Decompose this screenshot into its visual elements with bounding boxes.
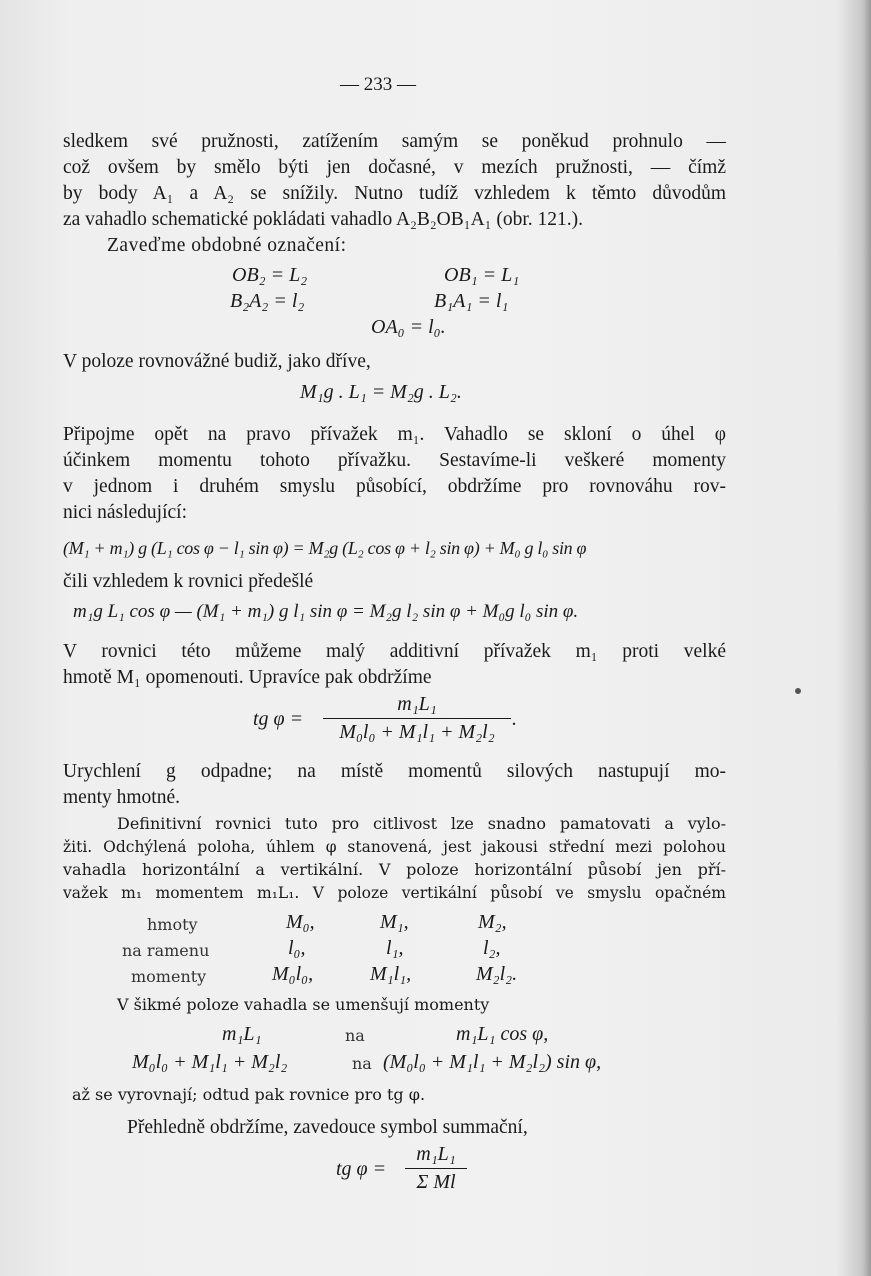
equation: B₁A₁ = l₁	[434, 290, 509, 312]
table-cell: M₀,	[286, 911, 315, 933]
text-line: menty hmotné.	[63, 787, 180, 808]
text-line: Připojme opět na pravo přívažek m₁. Vahadlo se skloní o úhel φ	[63, 424, 726, 445]
equation: (M₀l₀ + M₁l₁ + M₂l₂) sin φ,	[383, 1051, 602, 1073]
equation: B₂A₂ = l₂	[230, 290, 305, 312]
small-text-line: važek m₁ momentem m₁L₁. V poloze vertikální působí ve smyslu opačném	[63, 884, 726, 902]
text-line: za vahadlo schematické pokládati vahadlo A₂B₂OB₁A₁ (obr. 121.).	[63, 209, 583, 230]
equation-lhs: tg φ =	[336, 1158, 387, 1180]
table-cell: M₁,	[380, 911, 409, 933]
text-line: V poloze rovnovážné budiž, jako dříve,	[63, 351, 371, 372]
text-line: Urychlení g odpadne; na místě momentů silových nastupují mo-	[63, 761, 726, 782]
text-line: čili vzhledem k rovnici předešlé	[63, 571, 314, 592]
fraction	[323, 693, 511, 744]
table-cell: l₂,	[483, 937, 501, 959]
word-na: na	[345, 1026, 365, 1045]
table-cell: M₀l₀,	[272, 963, 314, 985]
fraction-numerator: m₁L₁	[416, 1143, 456, 1165]
text-line: V rovnici této můžeme malý additivní přívažek m₁ proti velké	[63, 641, 726, 662]
text-line: účinkem momentu tohoto přívažku. Sestavíme-li veškeré momenty	[63, 450, 726, 471]
small-text-line: vahadla horizontální a vertikální. V poloze horizontální působí jen pří-	[63, 860, 726, 879]
equation: m₁L₁	[222, 1023, 262, 1045]
text-line: Zaveďme obdobné označení:	[107, 235, 347, 256]
equation-lhs: tg φ =	[253, 708, 304, 730]
paper-speck	[795, 688, 801, 694]
page-number: — 233 —	[340, 74, 416, 95]
table-cell: M₂,	[478, 911, 507, 933]
table-row-label: momenty	[131, 967, 207, 986]
text-line: což ovšem by smělo býti jen dočasné, v mezích pružnosti, — čímž	[63, 157, 726, 178]
text-line: v jednom i druhém smyslu působící, obdržíme pro rovnováhu rov-	[63, 476, 726, 497]
equation: M₁g . L₁ = M₂g . L₂.	[300, 381, 462, 403]
text-line: hmotě M₁ opomenouti. Upravíce pak obdržíme	[63, 667, 432, 688]
fraction	[405, 1143, 467, 1194]
small-text-line: až se vyrovnají; odtud pak rovnice pro tg φ.	[72, 1085, 426, 1104]
fraction-denominator: M₀l₀ + M₁l₁ + M₂l₂	[323, 718, 511, 744]
text-line: nici následující:	[63, 502, 188, 523]
table-cell: M₁l₁,	[370, 963, 412, 985]
table-cell: l₀,	[288, 937, 306, 959]
fraction-numerator: m₁L₁	[397, 693, 437, 715]
small-text-line: žiti. Odchýlená poloha, úhlem φ stanovená, jest jakousi střední mezi polohou	[63, 838, 726, 856]
word-na: na	[352, 1054, 372, 1073]
table-cell: l₁,	[386, 937, 404, 959]
equation: OA₀ = l₀.	[371, 316, 446, 338]
text-line: sledkem své pružnosti, zatížením samým se poněkud prohnulo —	[63, 131, 726, 152]
equation: M₀l₀ + M₁l₁ + M₂l₂	[132, 1051, 288, 1073]
text-line: by body A₁ a A₂ se snížily. Nutno tudíž vzhledem k těmto důvodům	[63, 183, 726, 204]
text-line: Přehledně obdržíme, zavedouce symbol summační,	[127, 1117, 528, 1138]
equation: OB₁ = L₁	[444, 264, 520, 286]
equation-period: .	[512, 708, 517, 730]
equation: OB₂ = L₂	[232, 264, 308, 286]
table-cell: M₂l₂.	[476, 963, 518, 985]
equation: (M₁ + m₁) g (L₁ cos φ − l₁ sin φ) = M₂g (L₂ cos φ + l₂ sin φ) + M₀ g l₀ sin φ	[63, 538, 587, 558]
small-text-line: Definitivní rovnici tuto pro citlivost lze snadno pamatovati a vylo-	[117, 814, 726, 833]
table-row-label: na ramenu	[122, 941, 210, 960]
equation: m₁L₁ cos φ,	[456, 1023, 549, 1045]
small-text-line: V šikmé poloze vahadla se umenšují momenty	[117, 995, 490, 1014]
table-row-label: hmoty	[147, 915, 198, 934]
fraction-denominator: Σ Ml	[405, 1168, 467, 1194]
equation: m₁g L₁ cos φ — (M₁ + m₁) g l₁ sin φ = M₂g l₂ sin φ + M₀g l₀ sin φ.	[73, 601, 579, 622]
